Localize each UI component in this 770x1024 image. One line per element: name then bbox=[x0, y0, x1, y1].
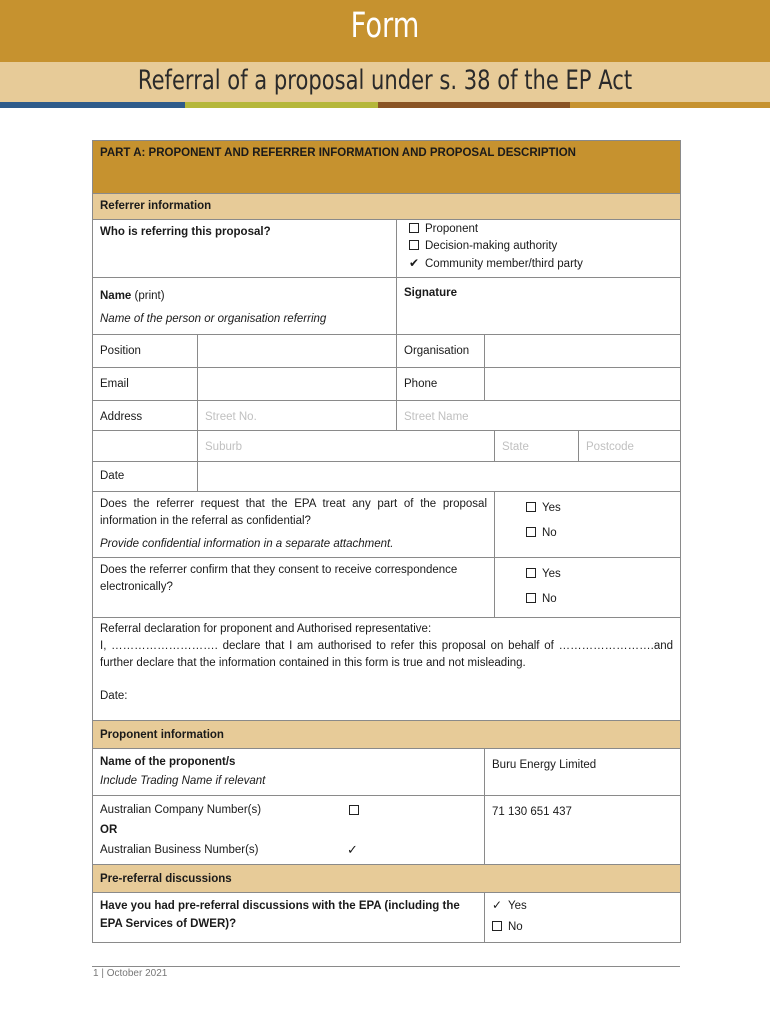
address-label: Address bbox=[93, 401, 198, 431]
confidential-question-cell bbox=[93, 491, 495, 557]
date-label: Date bbox=[93, 461, 198, 491]
declaration-date[interactable]: Date: bbox=[100, 689, 128, 702]
street-no-input[interactable]: Street No. bbox=[198, 401, 397, 431]
confidential-yes-option[interactable] bbox=[502, 496, 673, 521]
proponent-name-cell bbox=[93, 749, 485, 796]
suburb-input[interactable]: Suburb bbox=[198, 431, 495, 461]
abn-value[interactable]: 71 130 651 437 bbox=[485, 796, 681, 865]
name-hint: Name of the person or organisation referring bbox=[100, 312, 327, 325]
acn-row bbox=[100, 800, 477, 820]
pre-referral-heading: Pre-referral discussions bbox=[93, 865, 681, 893]
option-community-member[interactable] bbox=[409, 255, 673, 273]
electronic-options bbox=[495, 557, 681, 617]
option-label: Proponent bbox=[425, 223, 479, 236]
acn-checkbox-icon[interactable] bbox=[349, 805, 359, 815]
checkmark-icon: ✔ bbox=[409, 256, 420, 271]
stripe-gold bbox=[570, 102, 770, 108]
referrer-info-heading: Referrer information bbox=[93, 194, 681, 220]
pre-referral-question: Have you had pre-referral discussions with the EPA (including the EPA Services of DWER)? bbox=[93, 893, 485, 943]
stripe-lime bbox=[185, 102, 378, 108]
signature-label: Signature bbox=[404, 287, 458, 300]
confidential-no-option[interactable] bbox=[502, 521, 673, 546]
acn-label: Australian Company Number(s) bbox=[100, 804, 262, 817]
checkbox-icon bbox=[526, 568, 536, 578]
name-label: Name bbox=[100, 290, 132, 303]
option-decision-making-authority[interactable] bbox=[409, 238, 673, 255]
date-input[interactable] bbox=[198, 461, 681, 491]
position-label: Position bbox=[93, 335, 198, 368]
declaration-text[interactable]: I, ………………………. declare that I am authorised to refer this proposal on behalf of …………………….and further declare that the information contained in this form is true and not misleading. bbox=[100, 639, 674, 669]
yes-label: Yes bbox=[542, 501, 561, 514]
proponent-info-heading: Proponent information bbox=[93, 720, 681, 748]
stripe-brown bbox=[378, 102, 570, 108]
checkbox-icon bbox=[409, 240, 419, 250]
postcode-input[interactable]: Postcode bbox=[579, 431, 681, 461]
signature-field[interactable] bbox=[397, 278, 681, 335]
option-label: Community member/third party bbox=[425, 258, 583, 271]
confidential-question: Does the referrer request that the EPA treat any part of the proposal information in the referral as confidential? bbox=[100, 497, 487, 527]
referral-form-table bbox=[92, 140, 681, 943]
organisation-input[interactable] bbox=[485, 335, 681, 368]
or-label: OR bbox=[100, 824, 118, 837]
no-label: No bbox=[508, 921, 523, 934]
electronic-question-cell bbox=[93, 557, 495, 617]
abn-row bbox=[100, 840, 477, 860]
electronic-question: Does the referrer confirm that they consent to receive correspondence electronically? bbox=[100, 563, 458, 593]
abn-label: Australian Business Number(s) bbox=[100, 844, 259, 857]
option-proponent[interactable] bbox=[409, 221, 673, 238]
address-blank-cell bbox=[93, 431, 198, 461]
page-footer: 1 | October 2021 bbox=[93, 968, 168, 979]
who-referring-question: Who is referring this proposal? bbox=[93, 220, 397, 278]
checkmark-icon: ✓ bbox=[492, 898, 503, 913]
pre-referral-no-option[interactable] bbox=[492, 917, 673, 938]
checkbox-icon bbox=[526, 527, 536, 537]
checkbox-icon bbox=[526, 593, 536, 603]
yes-label: Yes bbox=[508, 900, 527, 913]
checkbox-icon bbox=[492, 921, 502, 931]
organisation-label: Organisation bbox=[397, 335, 485, 368]
footer-divider bbox=[92, 966, 680, 967]
no-label: No bbox=[542, 526, 557, 539]
declaration-title: Referral declaration for proponent and Authorised representative: bbox=[100, 622, 432, 635]
checkbox-icon bbox=[526, 502, 536, 512]
option-label: Decision-making authority bbox=[425, 240, 558, 253]
referral-declaration bbox=[93, 617, 681, 720]
street-name-input[interactable]: Street Name bbox=[397, 401, 681, 431]
electronic-no-option[interactable] bbox=[502, 587, 673, 612]
phone-label: Phone bbox=[397, 368, 485, 401]
pre-referral-options bbox=[485, 893, 681, 943]
abn-checkmark-icon[interactable]: ✓ bbox=[347, 842, 358, 858]
email-input[interactable] bbox=[198, 368, 397, 401]
form-title: Form bbox=[350, 6, 420, 46]
form-subtitle: Referral of a proposal under s. 38 of the EP Act bbox=[137, 65, 633, 96]
no-label: No bbox=[542, 592, 557, 605]
phone-input[interactable] bbox=[485, 368, 681, 401]
pre-referral-yes-option[interactable] bbox=[492, 895, 673, 917]
proponent-name-label: Name of the proponent/s bbox=[100, 756, 236, 769]
proponent-name-value[interactable]: Buru Energy Limited bbox=[485, 749, 681, 796]
state-input[interactable]: State bbox=[495, 431, 579, 461]
confidential-note: Provide confidential information in a separate attachment. bbox=[100, 537, 394, 550]
checkbox-icon bbox=[409, 223, 419, 233]
name-suffix: (print) bbox=[134, 290, 165, 303]
confidential-options bbox=[495, 491, 681, 557]
company-number-cell bbox=[93, 796, 485, 865]
proponent-name-hint: Include Trading Name if relevant bbox=[100, 775, 266, 788]
stripe-blue bbox=[0, 102, 185, 108]
position-input[interactable] bbox=[198, 335, 397, 368]
email-label: Email bbox=[93, 368, 198, 401]
electronic-yes-option[interactable] bbox=[502, 562, 673, 587]
name-print-field[interactable] bbox=[93, 278, 397, 335]
yes-label: Yes bbox=[542, 567, 561, 580]
referrer-type-options bbox=[397, 220, 681, 278]
part-a-title: PART A: PROPONENT AND REFERRER INFORMATION AND PROPOSAL DESCRIPTION bbox=[93, 141, 681, 194]
